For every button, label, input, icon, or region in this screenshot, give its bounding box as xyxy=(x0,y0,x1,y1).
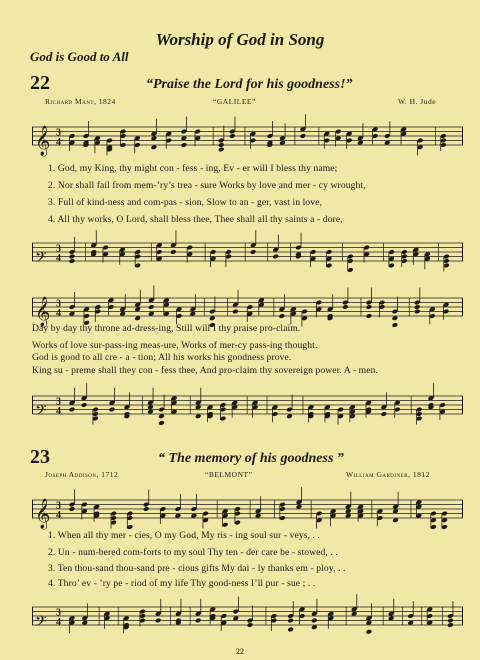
hymn-tune: “BELMONT” xyxy=(205,470,253,479)
hymn-number: 23 xyxy=(30,446,50,468)
time-signature-bottom: 4 xyxy=(56,253,61,264)
time-signature-bottom: 4 xyxy=(56,308,61,319)
verse-line: God is good to all cre - a - tion; All his works his goodness prove. xyxy=(32,352,292,363)
music-staff-bass xyxy=(32,593,463,639)
time-signature-top: 3 xyxy=(56,243,61,255)
hymn-composer: W. H. Jude xyxy=(398,97,437,106)
treble-clef-icon: 𝄞 xyxy=(35,499,51,529)
bass-clef-icon: 𝄢 xyxy=(35,249,47,270)
hymn-title: “ The memory of his goodness ” xyxy=(158,451,344,466)
verse-line: 3. Full of kind-ness and com-pas - sion, Slow to an - ger, vast in love, xyxy=(48,197,323,208)
hymn-author: Joseph Addison, 1712 xyxy=(45,470,119,479)
treble-clef-icon: 𝄞 xyxy=(35,126,51,156)
hymn-title: “Praise the Lord for his goodness!” xyxy=(146,77,353,92)
verse-line: 2. Nor shall fail from mem-’ry’s trea - sure Works by love and mer - cy wrought, xyxy=(48,180,366,191)
verse-line: 4. Thro’ ev - ’ry pe - riod of my life Thy good-ness I’ll pur - sue ; . . xyxy=(48,578,316,589)
hymn-number: 22 xyxy=(30,72,50,94)
time-signature-top: 3 xyxy=(56,396,61,408)
time-signature-bottom: 4 xyxy=(56,137,61,148)
music-staff-bass xyxy=(32,382,463,428)
verse-line: 1. God, my King, thy might con - fess - ing, Ev - er will I bless thy name; xyxy=(48,163,338,174)
time-signature-top: 3 xyxy=(56,127,61,139)
music-staff-bass xyxy=(32,228,463,276)
section-title: Worship of God in Song xyxy=(155,30,325,49)
treble-clef-icon: 𝄞 xyxy=(35,297,51,327)
bass-clef-icon: 𝄢 xyxy=(35,402,47,423)
hymn-tune: “GALILEE” xyxy=(213,97,256,106)
section-subtitle: God is Good to All xyxy=(30,49,129,64)
time-signature-bottom: 4 xyxy=(56,406,61,417)
time-signature-bottom: 4 xyxy=(56,510,61,521)
bass-clef-icon: 𝄢 xyxy=(35,613,47,634)
time-signature-top: 3 xyxy=(56,298,61,310)
verse-line: 3. Ten thou-sand thou-sand pre - cious gifts My dai - ly thanks em - ploy, . . xyxy=(48,563,346,574)
verse-line: 4. All thy works, O Lord, shall bless thee, Thee shall all thy saints a - dore, xyxy=(48,214,343,225)
verse-line: 2. Un - num-bered com-forts to my soul Thy ten - der care be - stowed, . . xyxy=(48,547,338,558)
verse-line: Day by day thy throne ad-dress-ing, Still will I thy praise pro-claim. xyxy=(32,323,301,334)
time-signature-bottom: 4 xyxy=(56,617,61,628)
time-signature-top: 3 xyxy=(56,607,61,619)
verse-line: King su - preme shall they con - fess thee, And pro-claim thy sovereign power. A - men. xyxy=(32,365,379,376)
verse-line: 1. When all thy mer - cies, O my God, My ris - ing soul sur - veys, . . xyxy=(48,530,321,541)
hymn-composer: William Gardiner, 1812 xyxy=(346,470,430,479)
hymn-author: Richard Mant, 1824 xyxy=(45,97,116,106)
music-staff-treble xyxy=(32,112,463,160)
time-signature-top: 3 xyxy=(56,500,61,512)
music-staff-treble xyxy=(32,484,463,534)
verse-line: Works of love sur-pass-ing meas-ure, Works of mer-cy pass-ing thought. xyxy=(32,340,318,351)
page-number: 22 xyxy=(236,647,244,656)
